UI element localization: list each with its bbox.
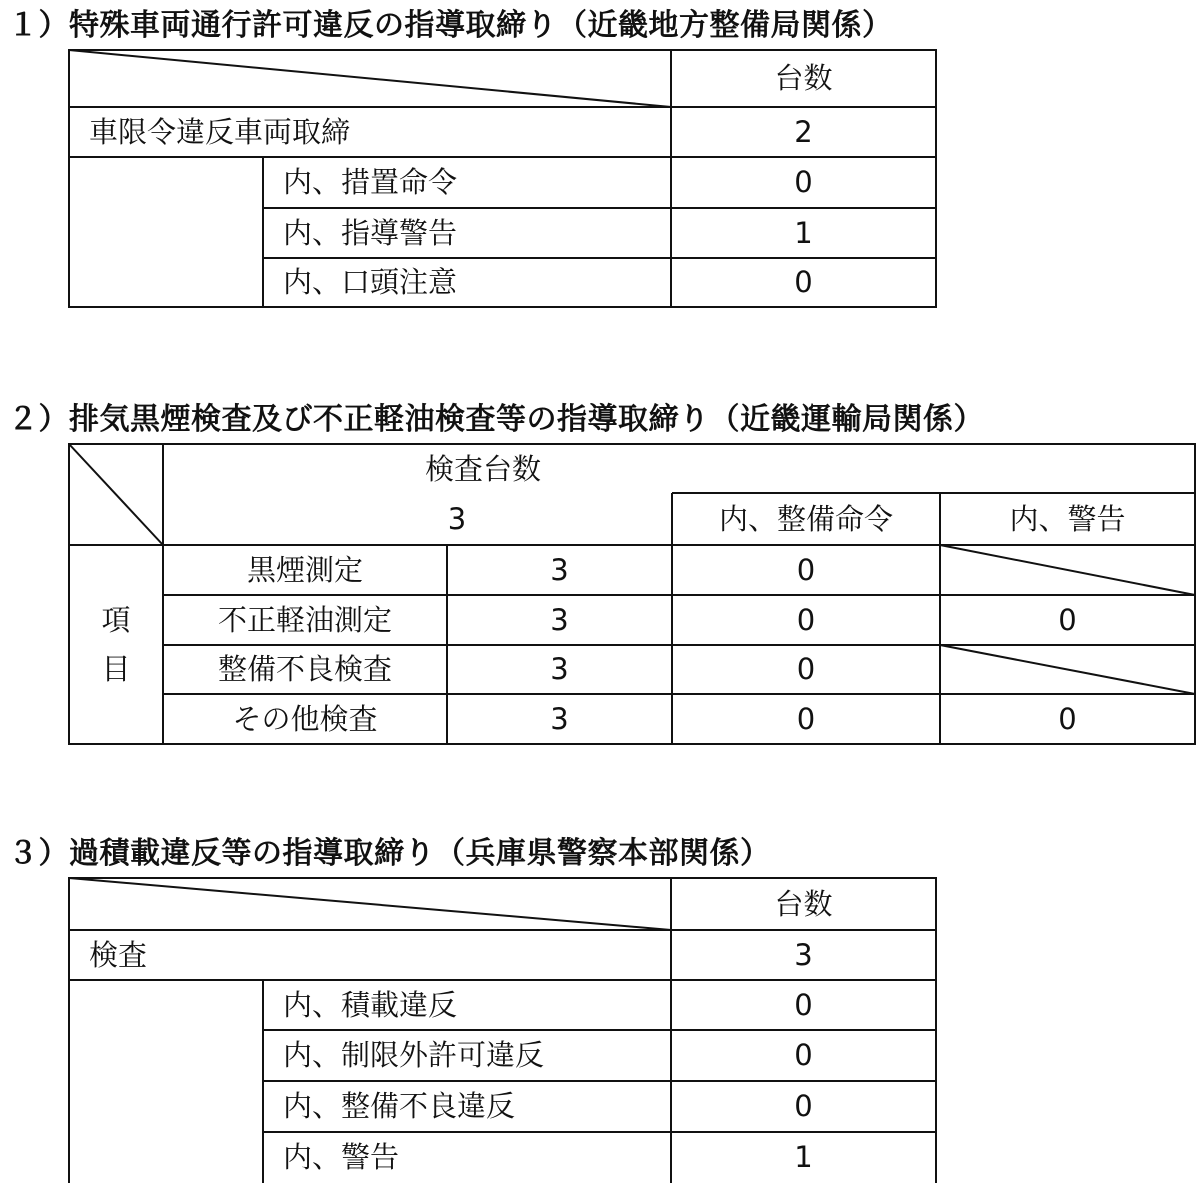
section1-heading: １）特殊車両通行許可違反の指導取締り（近畿地方整備局関係） (8, 8, 893, 43)
section2-side-label: 項 (101, 602, 131, 637)
section3-row-value: 0 (794, 987, 813, 1022)
section1-row-value: 0 (794, 165, 813, 199)
section2-row-label: 黒煙測定 (246, 552, 363, 587)
section3-main-label: 検査 (89, 937, 148, 972)
section1-row-value: 1 (794, 215, 813, 250)
section1-row-label: 内、措置命令 (283, 165, 458, 199)
section3-row-label: 内、警告 (283, 1140, 400, 1174)
section1-row-label: 内、口頭注意 (283, 265, 458, 299)
section2-row-count: 3 (550, 652, 569, 686)
section3-row-value: 0 (794, 1038, 813, 1072)
section1-diagonal (69, 50, 671, 107)
section2-side-label: 目 (101, 652, 131, 686)
section3-row-label: 内、整備不良違反 (283, 1089, 516, 1123)
section2-row-order: 0 (796, 652, 816, 686)
section2-row-label: 整備不良検査 (217, 652, 392, 686)
section2-heading: ２）排気黒煙検査及び不正軽油検査等の指導取締り（近畿運輸局関係） (8, 402, 984, 437)
section2-row-label: 不正軽油測定 (217, 602, 392, 637)
section2-row-order: 0 (796, 602, 816, 637)
section3-column-header: 台数 (774, 886, 833, 921)
section2-row-count: 3 (550, 602, 569, 637)
section3-main-value: 3 (794, 937, 813, 972)
section2-row-order: 0 (796, 552, 816, 587)
section2-corner-diagonal (69, 444, 163, 545)
section2-row-count: 3 (550, 701, 569, 736)
section2-row-warning: 0 (1058, 602, 1077, 637)
section1-main-label: 車限令違反車両取締 (89, 114, 351, 149)
section1-row-label: 内、指導警告 (283, 215, 458, 250)
section1-main-value: 2 (794, 114, 813, 149)
section2-col-order: 内、整備命令 (718, 501, 893, 536)
section3-row-value: 1 (794, 1140, 813, 1174)
section2-row-count: 3 (550, 552, 569, 587)
section2-row-warning: 0 (1058, 701, 1077, 736)
section1-row-value: 0 (794, 265, 813, 299)
section3-row-label: 内、積載違反 (283, 987, 458, 1022)
section3-row-value: 0 (794, 1089, 813, 1123)
section2-row-order: 0 (796, 701, 816, 736)
section2-inspect-total: 3 (447, 501, 467, 536)
section1-column-header: 台数 (774, 61, 833, 95)
section2-col-warning: 内、警告 (1009, 501, 1126, 536)
section3-row-label: 内、制限外許可違反 (283, 1038, 545, 1072)
section2-inspect-header: 検査台数 (424, 451, 541, 486)
section2-row-warning (940, 545, 1195, 595)
section3-diagonal (69, 878, 671, 930)
section2-row-label: その他検査 (232, 701, 378, 736)
section3-heading: ３）過積載違反等の指導取締り（兵庫県警察本部関係） (8, 836, 771, 871)
section2-row-warning (940, 645, 1195, 694)
